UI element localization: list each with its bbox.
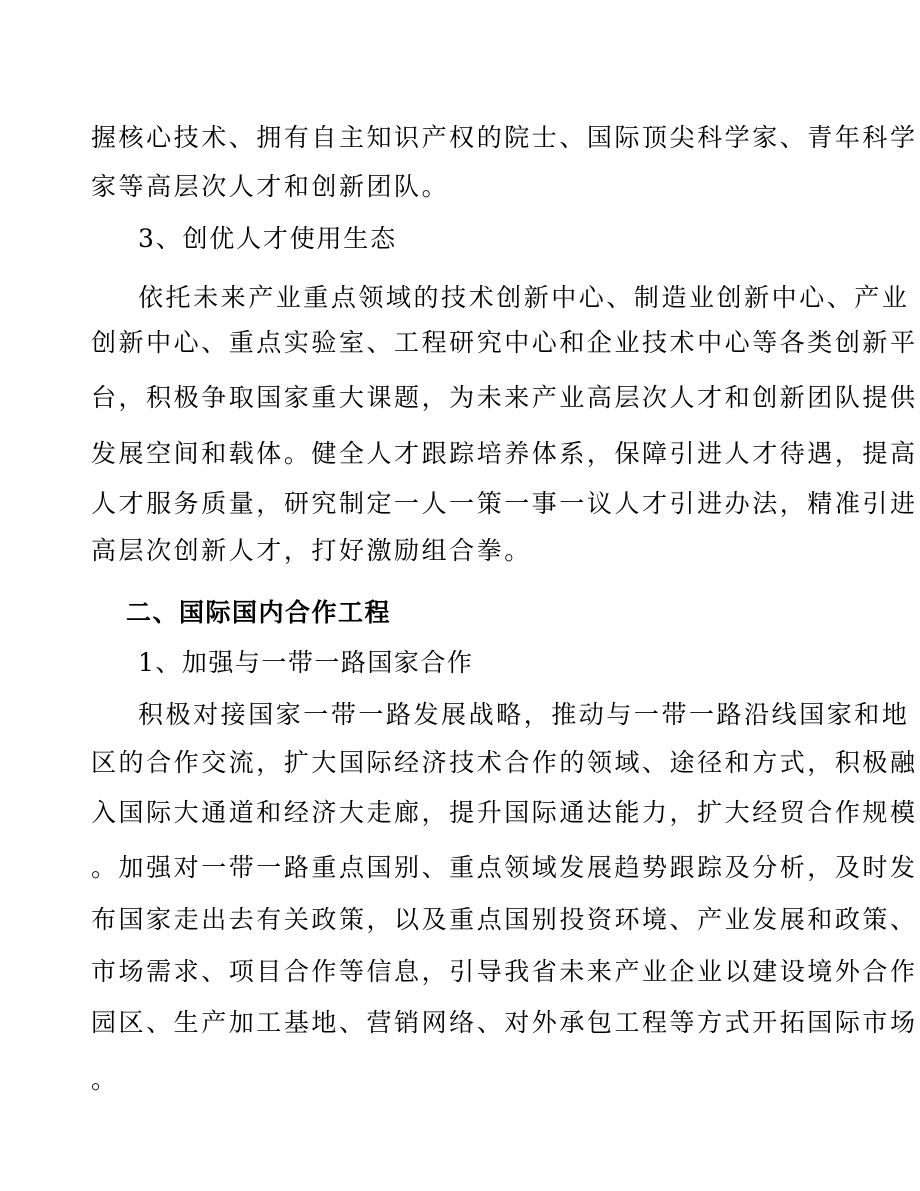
body-text-line: 台，积极争取国家重大课题，为未来产业高层次人才和创新团队提供 [91,383,918,412]
body-text-line: 区的合作交流，扩大国际经济技术合作的领域、途径和方式，积极融 [91,748,918,777]
body-text-line: 人才服务质量，研究制定一人一策一事一议人才引进办法，精准引进 [91,489,918,518]
subsection-heading: 1、加强与一带一路国家合作 [138,648,474,677]
body-text-line: 高层次创新人才，打好激励组合拳。 [91,536,532,565]
body-text-line: 发展空间和载体。健全人才跟踪培养体系，保障引进人才待遇，提高 [91,439,918,468]
body-text-line: 入国际大通道和经济大走廊，提升国际通达能力，扩大经贸合作规模 [91,798,918,827]
body-text-line: 创新中心、重点实验室、工程研究中心和企业技术中心等各类创新平 [91,328,918,357]
body-text-line: 布国家走出去有关政策，以及重点国别投资环境、产业发展和政策、 [91,905,918,934]
body-text-line: 。 [91,1065,119,1094]
subsection-heading: 3、创优人才使用生态 [138,224,397,253]
body-text-line: 。加强对一带一路重点国别、重点领域发展趋势跟踪及分析，及时发 [91,853,918,882]
section-heading: 二、国际国内合作工程 [126,598,392,627]
body-text-line: 家等高层次人才和创新团队。 [91,172,450,201]
body-text-line: 市场需求、项目合作等信息，引导我省未来产业企业以建设境外合作 [91,957,918,986]
body-text-line: 握核心技术、拥有自主知识产权的院士、国际顶尖科学家、青年科学 [91,123,918,152]
body-text-line: 园区、生产加工基地、营销网络、对外承包工程等方式开拓国际市场 [91,1008,918,1037]
paragraph-first-line: 依托未来产业重点领域的技术创新中心、制造业创新中心、产业 [138,283,910,312]
paragraph-first-line: 积极对接国家一带一路发展战略，推动与一带一路沿线国家和地 [138,700,910,729]
